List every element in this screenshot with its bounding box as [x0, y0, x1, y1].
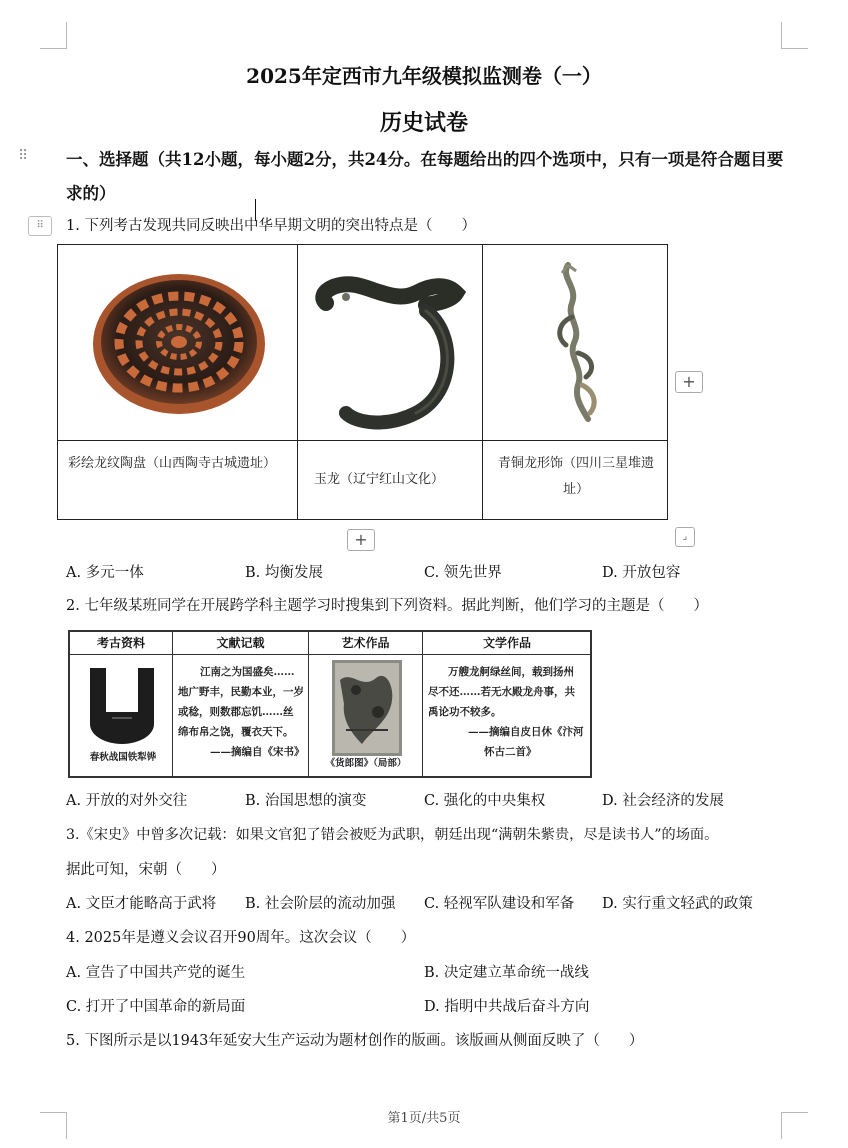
header-archaeology: 考古资料 — [96, 636, 145, 650]
q1-option-d[interactable]: D. 开放包容 — [602, 565, 681, 581]
jade-dragon-image — [306, 263, 476, 433]
add-row-button[interactable]: + — [347, 529, 375, 551]
caption-iron-plough: 春秋战国铁犁铧 — [89, 752, 157, 763]
section-heading: 一、选择题（共12小题，每小题2分，共24分。在每题给出的四个选项中，只有一项是符合题目要求的） — [66, 150, 784, 203]
drag-handle-icon[interactable]: ⠿ — [18, 148, 29, 164]
table-handle-icon[interactable]: ⠿ — [28, 216, 52, 236]
header-literary-works: 文学作品 — [482, 636, 531, 650]
header-artwork: 艺术作品 — [341, 636, 390, 650]
question-3-stem-line-2: 据此可知，宋朝（ ） — [66, 862, 226, 878]
caption-bronze-dragon: 青铜龙形饰（四川三星堆遗址） — [497, 456, 654, 497]
literature-records-text: 江南之为国盛矣…… 地广野丰，民勤本业，一岁 或稔，则数郡忘饥……丝 绵布帛之饶，覆衣天下。 ——摘编自《宋书》 — [178, 666, 305, 758]
q3-option-c[interactable]: C. 轻视军队建设和军备 — [424, 896, 575, 912]
question-3-stem-line-1: 3.《宋史》中曾多次记载：如果文官犯了错会被贬为武职，朝廷出现“满朝朱紫贵，尽是读书人”的场面。 — [66, 827, 719, 843]
q4-option-d[interactable]: D. 指明中共战后奋斗方向 — [424, 999, 590, 1015]
exam-title: 2025年定西市九年级模拟监测卷（一） — [246, 64, 602, 88]
table-resize-icon[interactable]: ⌟ — [675, 527, 695, 547]
question-1-table — [57, 244, 668, 520]
question-1-stem: 1. 下列考古发现共同反映出中华早期文明的突出特点是（ ） — [66, 218, 476, 234]
question-5-stem: 5. 下图所示是以1943年延安大生产运动为题材创作的版画。该版画从侧面反映了（ ） — [66, 1033, 644, 1049]
add-column-button[interactable]: + — [675, 371, 703, 393]
q4-option-b[interactable]: B. 决定建立革命统一战线 — [424, 965, 589, 981]
corner-mark-top-right — [781, 22, 808, 49]
corner-mark-top-left — [40, 22, 67, 49]
question-2-stem: 2. 七年级某班同学在开展跨学科主题学习时搜集到下列资料。据此判断，他们学习的主题是（ ） — [66, 598, 708, 614]
caption-huolang-painting: 《货郎图》（局部） — [325, 758, 407, 769]
q3-option-a[interactable]: A. 文臣才能略高于武将 — [66, 896, 217, 912]
q2-option-b[interactable]: B. 治国思想的演变 — [245, 793, 367, 809]
header-literature-records: 文献记载 — [216, 636, 265, 650]
iron-plough-image — [84, 664, 160, 748]
q2-option-d[interactable]: D. 社会经济的发展 — [602, 793, 724, 809]
q1-option-b[interactable]: B. 均衡发展 — [245, 565, 323, 581]
page-footer: 第1页/共5页 — [387, 1111, 461, 1126]
q3-option-b[interactable]: B. 社会阶层的流动加强 — [245, 896, 396, 912]
question-4-stem: 4. 2025年是遵义会议召开90周年。这次会议（ ） — [66, 930, 416, 946]
question-2-table — [68, 630, 592, 778]
q4-option-c[interactable]: C. 打开了中国革命的新局面 — [66, 999, 246, 1015]
caption-pottery-plate: 彩绘龙纹陶盘（山西陶寺古城遗址） — [68, 456, 277, 471]
q2-option-c[interactable]: C. 强化的中央集权 — [424, 793, 546, 809]
literary-works-text: 万艘龙舸绿丝间，载到扬州 尽不还……若无水殿龙舟事，共 禹论功不较多。 ——摘编自皮日休《汴河 怀古二首》 — [428, 666, 584, 758]
q4-option-a[interactable]: A. 宣告了中国共产党的诞生 — [66, 965, 246, 981]
q2-option-a[interactable]: A. 开放的对外交往 — [66, 793, 188, 809]
q3-option-d[interactable]: D. 实行重文轻武的政策 — [602, 896, 753, 912]
huolang-painting-image — [332, 660, 402, 756]
exam-subtitle: 历史试卷 — [379, 110, 468, 136]
caption-jade-dragon: 玉龙（辽宁红山文化） — [314, 472, 445, 487]
q1-option-a[interactable]: A. 多元一体 — [66, 565, 144, 581]
painted-pottery-plate-image — [90, 270, 268, 418]
bronze-dragon-ornament-image — [538, 257, 618, 427]
q1-option-c[interactable]: C. 领先世界 — [424, 565, 502, 581]
